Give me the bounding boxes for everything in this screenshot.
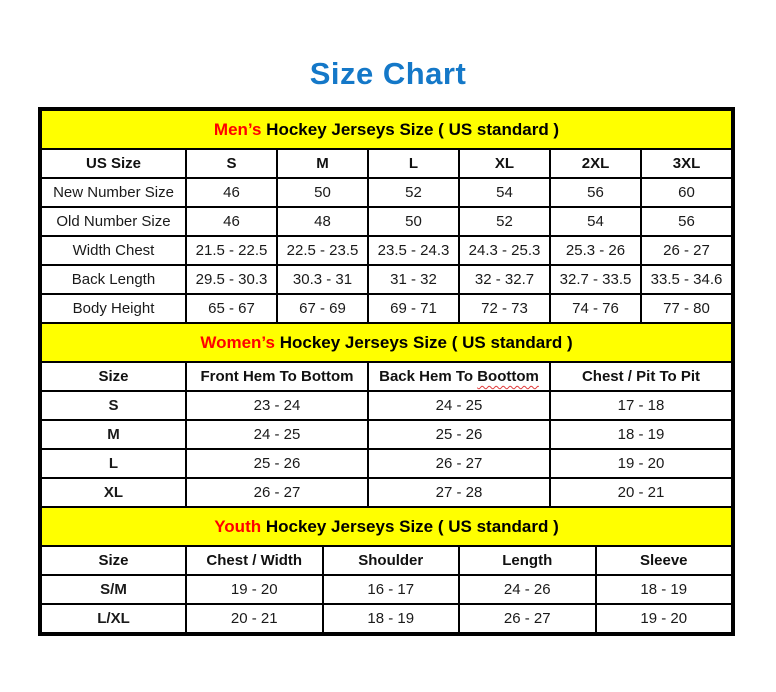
table-row [41, 575, 732, 604]
col-header: Chest / Width [186, 546, 323, 575]
col-header: US Size [41, 149, 186, 178]
table-cell: 24 - 25 [368, 391, 550, 420]
table-cell: 77 - 80 [641, 294, 732, 323]
table-row [41, 207, 732, 236]
table-cell: 26 - 27 [641, 236, 732, 265]
col-header: Chest / Pit To Pit [550, 362, 732, 391]
col-header: Size [41, 546, 186, 575]
table-cell: 18 - 19 [323, 604, 460, 633]
table-row [41, 236, 732, 265]
table-row [41, 391, 732, 420]
table-cell: 56 [641, 207, 732, 236]
table-cell: 54 [550, 207, 641, 236]
col-header: Sleeve [596, 546, 733, 575]
row-label: Old Number Size [41, 207, 186, 236]
table-cell: 29.5 - 30.3 [186, 265, 277, 294]
row-label: L [41, 449, 186, 478]
table-cell: 23 - 24 [186, 391, 368, 420]
womens-section-highlight: Women’s [200, 332, 275, 352]
table-cell: 21.5 - 22.5 [186, 236, 277, 265]
table-cell: 25.3 - 26 [550, 236, 641, 265]
table-cell: 30.3 - 31 [277, 265, 368, 294]
table-cell: 48 [277, 207, 368, 236]
table-cell: 24 - 25 [186, 420, 368, 449]
table-row [41, 265, 732, 294]
size-chart-container [38, 107, 735, 636]
col-header: M [277, 149, 368, 178]
col-header: Front Hem To Bottom [186, 362, 368, 391]
table-cell: 54 [459, 178, 550, 207]
col-header: Size [41, 362, 186, 391]
table-cell: 32 - 32.7 [459, 265, 550, 294]
youth-section-highlight: Youth [214, 516, 262, 536]
youth-column-header-row [41, 546, 732, 575]
col-header: XL [459, 149, 550, 178]
row-label: Back Length [41, 265, 186, 294]
table-cell: 31 - 32 [368, 265, 459, 294]
youth-size-table [40, 506, 733, 634]
col-header: S [186, 149, 277, 178]
row-label: Body Height [41, 294, 186, 323]
table-cell: 24.3 - 25.3 [459, 236, 550, 265]
womens-section-rest: Hockey Jerseys Size ( US standard ) [274, 332, 573, 352]
table-cell: 24 - 26 [459, 575, 596, 604]
table-cell: 74 - 76 [550, 294, 641, 323]
mens-size-table [40, 109, 733, 324]
womens-section-title [41, 323, 732, 362]
table-cell: 50 [368, 207, 459, 236]
youth-section-rest: Hockey Jerseys Size ( US standard ) [261, 516, 559, 536]
mens-section-highlight: Men’s [213, 119, 262, 139]
col-header: L [368, 149, 459, 178]
table-cell: 50 [277, 178, 368, 207]
table-cell: 22.5 - 23.5 [277, 236, 368, 265]
table-cell: 20 - 21 [550, 478, 732, 507]
table-cell: 20 - 21 [186, 604, 323, 633]
table-row [41, 294, 732, 323]
col-header: Shoulder [323, 546, 460, 575]
table-cell: 52 [368, 178, 459, 207]
table-cell: 26 - 27 [459, 604, 596, 633]
row-label: S/M [41, 575, 186, 604]
table-cell: 25 - 26 [186, 449, 368, 478]
mens-column-header-row [41, 149, 732, 178]
table-row [41, 420, 732, 449]
table-cell: 27 - 28 [368, 478, 550, 507]
table-cell: 60 [641, 178, 732, 207]
col-header: 2XL [550, 149, 641, 178]
row-label: L/XL [41, 604, 186, 633]
table-cell: 46 [186, 178, 277, 207]
row-label: XL [41, 478, 186, 507]
table-cell: 19 - 20 [596, 604, 733, 633]
row-label: M [41, 420, 186, 449]
row-label: Width Chest [41, 236, 186, 265]
table-cell: 69 - 71 [368, 294, 459, 323]
table-cell: 33.5 - 34.6 [641, 265, 732, 294]
row-label: New Number Size [41, 178, 186, 207]
table-row [41, 478, 732, 507]
table-row [41, 449, 732, 478]
table-cell: 72 - 73 [459, 294, 550, 323]
table-cell: 26 - 27 [368, 449, 550, 478]
table-cell: 18 - 19 [596, 575, 733, 604]
table-row [41, 178, 732, 207]
page-title: Size Chart [309, 56, 467, 91]
womens-size-table [40, 322, 733, 508]
table-cell: 65 - 67 [186, 294, 277, 323]
youth-section-header-row [41, 507, 732, 546]
table-cell: 19 - 20 [550, 449, 732, 478]
youth-section-title [41, 507, 732, 546]
mens-section-title [41, 110, 732, 149]
table-cell: 26 - 27 [186, 478, 368, 507]
table-cell: 46 [186, 207, 277, 236]
table-cell: 25 - 26 [368, 420, 550, 449]
table-row [41, 604, 732, 633]
womens-section-header-row [41, 323, 732, 362]
table-cell: 16 - 17 [323, 575, 460, 604]
mens-section-rest: Hockey Jerseys Size ( US standard ) [261, 119, 560, 139]
mens-section-header-row [41, 110, 732, 149]
table-cell: 56 [550, 178, 641, 207]
table-cell: 17 - 18 [550, 391, 732, 420]
table-cell: 67 - 69 [277, 294, 368, 323]
table-cell: 52 [459, 207, 550, 236]
col-header: 3XL [641, 149, 732, 178]
misspelled-word: Boottom [477, 368, 539, 385]
col-header: Length [459, 546, 596, 575]
table-cell: 32.7 - 33.5 [550, 265, 641, 294]
row-label: S [41, 391, 186, 420]
table-cell: 23.5 - 24.3 [368, 236, 459, 265]
womens-column-header-row [41, 362, 732, 391]
table-cell: 19 - 20 [186, 575, 323, 604]
table-cell: 18 - 19 [550, 420, 732, 449]
col-header-misspelled: Back Hem To Boottom [368, 362, 550, 391]
